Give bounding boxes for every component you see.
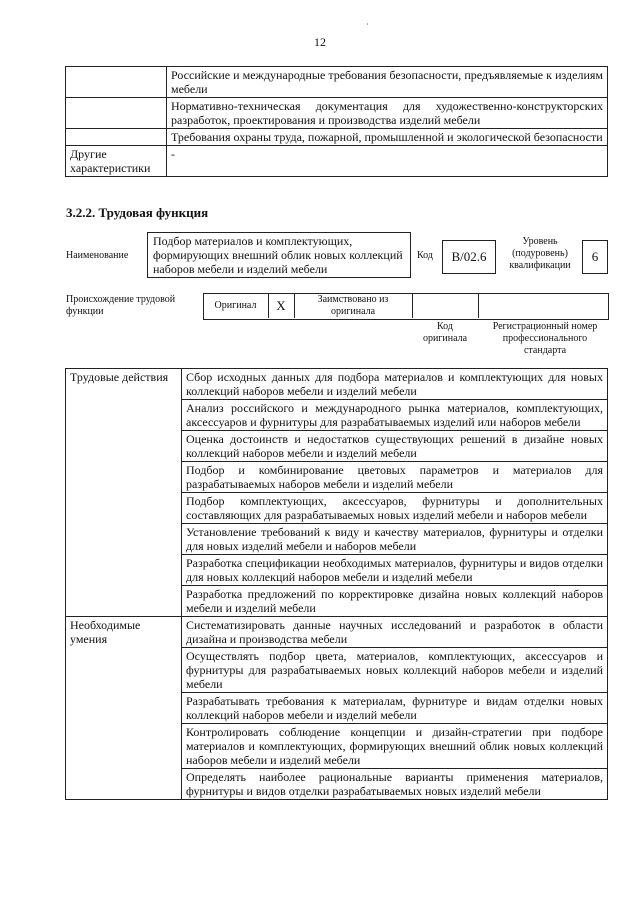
row-label — [66, 98, 167, 129]
main-table — [65, 368, 608, 800]
code-label: Код — [417, 250, 433, 261]
list-item: Установление требований к виду и качеству материалов, фурнитуры и отделки для новых изделий мебели и наборов мебели — [182, 524, 608, 555]
name-label: Наименование — [66, 250, 129, 261]
stray-dot: · — [366, 20, 369, 29]
row-text: Требования охраны труда, пожарной, промышленной и экологической безопасности — [167, 129, 608, 146]
group-label: Трудовые действия — [66, 369, 182, 617]
list-item: Разработка предложений по корректировке дизайна новых коллекций наборов мебели и изделий мебели — [182, 586, 608, 617]
list-item: Оценка достоинств и недостатков существующих решений в дизайне новых коллекций наборов мебели и изделий мебели — [182, 431, 608, 462]
list-item: Анализ российского и международного рынка материалов, комплектующих, аксессуаров и фурнитуры для разрабатываемых изделий или наборов мебели — [182, 400, 608, 431]
name-value: Подбор материалов и комплектующих, формирующих внешний облик новых коллекций наборов мебели и изделий мебели — [153, 234, 403, 276]
row-text: - — [167, 146, 608, 177]
level-value: 6 — [591, 249, 599, 264]
table-row — [66, 98, 608, 129]
level-box — [582, 240, 608, 274]
table-row — [66, 369, 608, 400]
row-text: Российские и международные требования безопасности, предъявляемые к изделиям мебели — [167, 67, 608, 98]
row-label — [66, 67, 167, 98]
table-row — [66, 67, 608, 98]
divider — [478, 293, 479, 318]
original-label: Оригинал — [214, 300, 257, 311]
name-box — [147, 232, 411, 278]
level-label: Уровень (подуровень) квалификации — [509, 236, 571, 271]
divider — [294, 293, 295, 318]
row-label: Другие характеристики — [66, 146, 167, 177]
list-item: Контролировать соблюдение концепции и дизайн-стратегии при подборе материалов и комплектующих, формирующих внешний облик новых коллекций наборов мебели и изделий мебели — [182, 724, 608, 769]
borrowed-label: Заимствовано из оригинала — [317, 294, 389, 317]
reg-caption: Регистрационный номер профессионального стандарта — [492, 321, 598, 356]
list-item: Сбор исходных данных для подбора материалов и комплектующих для новых коллекций наборов мебели и изделий мебели — [182, 369, 608, 400]
divider — [412, 293, 413, 318]
list-item: Подбор и комбинирование цветовых параметров и материалов для разрабатываемых наборов мебели и изделий мебели — [182, 462, 608, 493]
page-number: 12 — [314, 35, 326, 49]
table-row — [66, 617, 608, 648]
row-label — [66, 129, 167, 146]
table-row — [66, 146, 608, 177]
code-box — [442, 240, 496, 274]
list-item: Разрабатывать требования к материалам, фурнитуре и видам отделки новых коллекций наборов мебели и изделий мебели — [182, 693, 608, 724]
original-mark: X — [276, 298, 286, 313]
list-item: Подбор комплектующих, аксессуаров, фурнитуры и дополнительных составляющих для разрабатываемых новых изделий мебели и наборов мебели — [182, 493, 608, 524]
code-caption: Код оригинала — [422, 321, 468, 344]
list-item: Определять наиболее рациональные варианты применения материалов, фурнитуры и видов отделки разрабатываемых новых изделий мебели — [182, 769, 608, 800]
group-label: Необходимые умения — [66, 617, 182, 800]
code-value: B/02.6 — [451, 249, 487, 264]
list-item: Систематизировать данные научных исследований и разработок в области дизайна и производства мебели — [182, 617, 608, 648]
section-title: 3.2.2. Трудовая функция — [66, 205, 209, 220]
top-table — [65, 66, 608, 177]
row-text: Нормативно-техническая документация для художественно-конструкторских разработок, проектирования и производства изделий мебели — [167, 98, 608, 129]
origin-label: Происхождение трудовой функции — [66, 294, 176, 317]
table-row — [66, 129, 608, 146]
list-item: Осуществлять подбор цвета, материалов, комплектующих, аксессуаров и фурнитуры для разрабатываемых новых коллекций наборов мебели и изделий мебели — [182, 648, 608, 693]
list-item: Разработка спецификации необходимых материалов, фурнитуры и видов отделки для новых коллекций наборов мебели и изделий мебели — [182, 555, 608, 586]
